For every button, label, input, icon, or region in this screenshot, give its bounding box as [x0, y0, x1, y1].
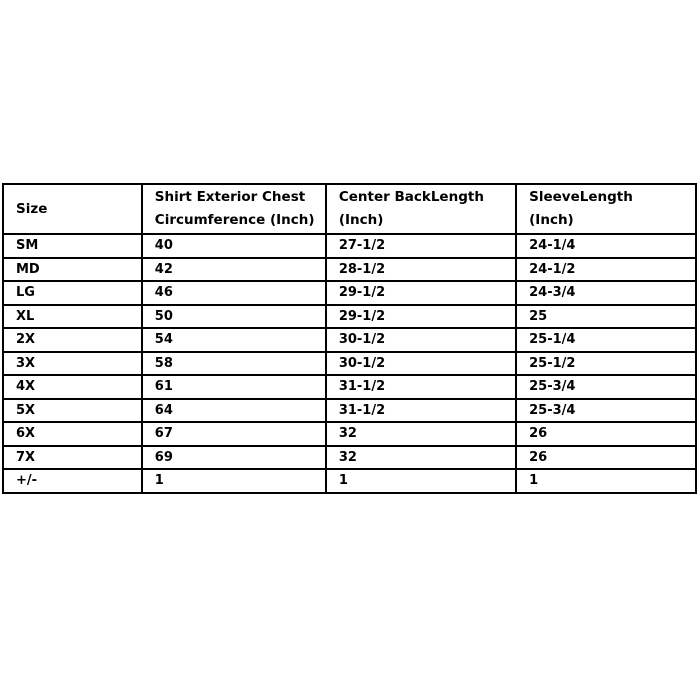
cell-size: 3X	[3, 352, 142, 376]
cell-chest: 46	[142, 281, 326, 305]
cell-chest: 50	[142, 305, 326, 329]
header-size	[3, 184, 142, 234]
cell-size: XL	[3, 305, 142, 329]
header-sleeve-length	[516, 184, 696, 234]
cell-back-length: 1	[326, 469, 516, 493]
cell-chest: 58	[142, 352, 326, 376]
table-row	[3, 422, 696, 446]
table-row	[3, 281, 696, 305]
cell-size: +/-	[3, 469, 142, 493]
cell-back-length: 29-1/2	[326, 281, 516, 305]
header-row	[3, 184, 696, 234]
header-back-length	[326, 184, 516, 234]
cell-size: 7X	[3, 446, 142, 470]
table-row	[3, 352, 696, 376]
cell-back-length: 30-1/2	[326, 328, 516, 352]
cell-sleeve-length: 1	[516, 469, 696, 493]
table-row	[3, 469, 696, 493]
table-row	[3, 305, 696, 329]
cell-back-length: 32	[326, 422, 516, 446]
cell-sleeve-length: 26	[516, 422, 696, 446]
header-chest-line2: Circumference (Inch)	[154, 212, 315, 228]
header-chest	[142, 184, 326, 234]
cell-sleeve-length: 24-1/2	[516, 258, 696, 282]
cell-back-length: 28-1/2	[326, 258, 516, 282]
cell-sleeve-length: 24-3/4	[516, 281, 696, 305]
cell-chest: 61	[142, 375, 326, 399]
cell-sleeve-length: 25-3/4	[516, 375, 696, 399]
cell-chest: 69	[142, 446, 326, 470]
cell-chest: 1	[142, 469, 326, 493]
cell-chest: 40	[142, 234, 326, 258]
cell-back-length: 29-1/2	[326, 305, 516, 329]
table-row	[3, 399, 696, 423]
cell-back-length: 31-1/2	[326, 399, 516, 423]
cell-back-length: 31-1/2	[326, 375, 516, 399]
cell-sleeve-length: 25-1/4	[516, 328, 696, 352]
cell-chest: 67	[142, 422, 326, 446]
table-row	[3, 375, 696, 399]
cell-size: SM	[3, 234, 142, 258]
cell-size: LG	[3, 281, 142, 305]
header-size-label: Size	[16, 200, 48, 217]
size-chart-table	[2, 183, 697, 494]
cell-sleeve-length: 24-1/4	[516, 234, 696, 258]
cell-size: 5X	[3, 399, 142, 423]
header-sleeve-line1: SleeveLength	[529, 189, 633, 205]
cell-back-length: 32	[326, 446, 516, 470]
header-back-line1: Center BackLength	[338, 189, 484, 205]
cell-back-length: 30-1/2	[326, 352, 516, 376]
cell-chest: 64	[142, 399, 326, 423]
table-header	[3, 184, 696, 234]
header-back-line2: (Inch)	[338, 212, 384, 228]
table-row	[3, 258, 696, 282]
cell-back-length: 27-1/2	[326, 234, 516, 258]
table-row	[3, 328, 696, 352]
cell-sleeve-length: 25	[516, 305, 696, 329]
cell-sleeve-length: 25-3/4	[516, 399, 696, 423]
table-row	[3, 234, 696, 258]
cell-sleeve-length: 26	[516, 446, 696, 470]
header-sleeve-line2: (Inch)	[529, 212, 574, 228]
cell-sleeve-length: 25-1/2	[516, 352, 696, 376]
header-chest-line1: Shirt Exterior Chest	[154, 189, 306, 205]
cell-chest: 54	[142, 328, 326, 352]
cell-size: 2X	[3, 328, 142, 352]
table-row	[3, 446, 696, 470]
cell-size: 6X	[3, 422, 142, 446]
cell-size: 4X	[3, 375, 142, 399]
cell-chest: 42	[142, 258, 326, 282]
table-body	[3, 234, 696, 493]
cell-size: MD	[3, 258, 142, 282]
